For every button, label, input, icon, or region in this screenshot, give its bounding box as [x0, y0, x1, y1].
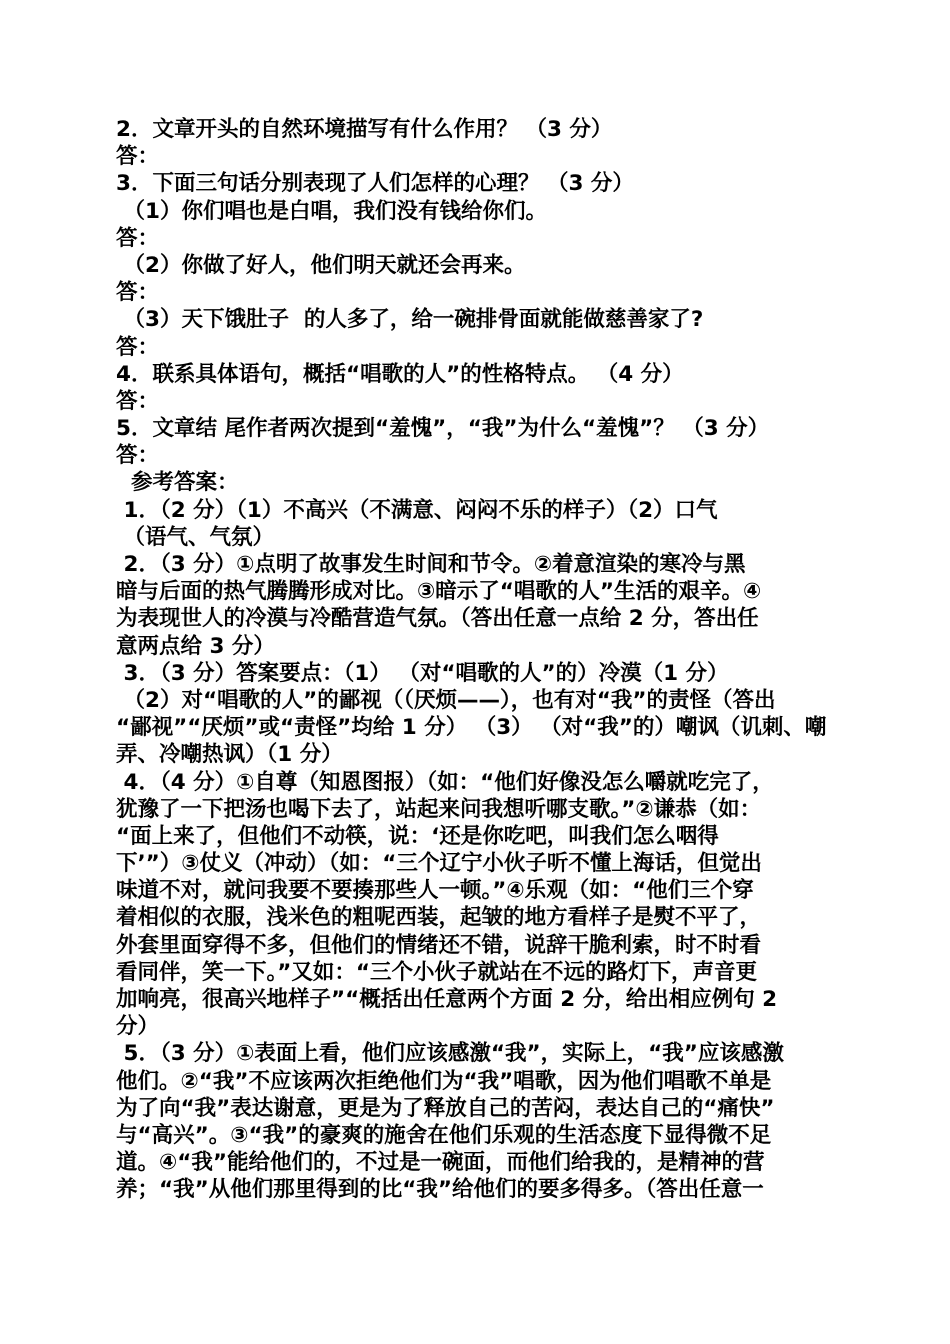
text-line: 5．（3 分）①表面上看，他们应该感激“我”，实际上，“我”应该感激	[116, 1041, 784, 1067]
text-line: “面上来了，但他们不动筷，说：‘还是你吃吧，叫我们怎么咽得	[116, 823, 719, 849]
text-line: 4．联系具体语句，概括“唱歌的人”的性格特点。 （4 分）	[116, 361, 684, 387]
text-line: 着相似的衣服，浅米色的粗呢西装，起皱的地方看样子是熨不平了，	[116, 905, 762, 931]
text-line: （2）你做了好人，他们明天就还会再来。	[116, 252, 526, 278]
text-line: （2）对“唱歌的人”的鄙视（（厌烦——），也有对“我”的责怪（答出	[116, 687, 776, 713]
text-line: 3．（3 分）答案要点：（1） （对“唱歌的人”的）冷漠（1 分）	[116, 660, 729, 686]
text-line: 外套里面穿得不多，但他们的情绪还不错，说辞干脆利索，时不时看	[116, 932, 762, 958]
text-line: 弄、冷嘲热讽）（1 分）	[116, 742, 343, 768]
text-line: 他们。②“我”不应该两次拒绝他们为“我”唱歌，因为他们唱歌不单是	[116, 1068, 772, 1094]
text-line: 犹豫了一下把汤也喝下去了，站起来问我想听哪支歌。”②谦恭（如：	[116, 796, 762, 822]
text-line: 看同伴，笑一下。”又如：“三个小伙子就站在不远的路灯下，声音更	[116, 959, 758, 985]
text-line: 答：	[116, 388, 160, 414]
document-body	[116, 116, 840, 1204]
text-line: 暗与后面的热气腾腾形成对比。③暗示了“唱歌的人”生活的艰辛。④	[116, 579, 762, 605]
text-line: 答：	[116, 144, 160, 170]
text-line: 下’”）③仗义（冲动）（如：“三个辽宁小伙子听不懂上海话，但觉出	[116, 851, 762, 877]
text-line: 与“高兴”。③“我”的豪爽的施舍在他们乐观的生活态度下显得微不足	[116, 1122, 772, 1148]
text-line: “鄙视”“厌烦”或“责怪”均给 1 分） （3） （对“我”的）嘲讽（讥刺、嘲	[116, 715, 827, 741]
text-line: （语气、气氛）	[116, 524, 274, 550]
text-line: 4．（4 分）①自尊（知恩图报）（如：“他们好像没怎么嚼就吃完了，	[116, 769, 774, 795]
text-line: 2．文章开头的自然环境描写有什么作用？ （3 分）	[116, 117, 613, 142]
text-line: 1．（2 分）（1）不高兴（不满意、闷闷不乐的样子）（2）口气	[116, 497, 718, 523]
text-line: 为了向“我”表达谢意，更是为了释放自己的苦闷，表达自己的“痛快”	[116, 1095, 775, 1121]
text-line: 加响亮，很高兴地样子”“概括出任意两个方面 2 分，给出相应例句 2	[116, 987, 778, 1012]
text-line: 2．（3 分）①点明了故事发生时间和节令。②着意渲染的寒冷与黑	[116, 552, 746, 577]
text-line: 答：	[116, 334, 160, 360]
text-line: 分）	[116, 1014, 160, 1040]
text-line: 道。④“我”能给他们的，不过是一碗面，而他们给我的，是精神的营	[116, 1150, 765, 1176]
text-line: 为表现世人的冷漠与冷酷营造气氛。（答出任意一点给 2 分，答出任	[116, 606, 759, 632]
text-line: 答：	[116, 443, 160, 469]
text-line: 3．下面三句话分别表现了人们怎样的心理？ （3 分）	[116, 171, 634, 197]
text-line: 答：	[116, 225, 160, 251]
text-line: 参考答案：	[116, 470, 239, 496]
text-line: 意两点给 3 分）	[116, 633, 275, 659]
text-line: 答：	[116, 280, 160, 306]
text-line: （3）天下饿肚子 的人多了，给一碗排骨面就能做慈善家了?	[116, 307, 704, 333]
text-line: 养；“我”从他们那里得到的比“我”给他们的要多得多。（答出任意一	[116, 1177, 764, 1203]
text-line: （1）你们唱也是白唱，我们没有钱给你们。	[116, 198, 547, 224]
text-line: 5．文章结 尾作者两次提到“羞愧”，“我”为什么“羞愧”？ （3 分）	[116, 416, 770, 442]
text-line: 味道不对，就问我要不要揍那些人一顿。”④乐观（如：“他们三个穿	[116, 878, 754, 904]
